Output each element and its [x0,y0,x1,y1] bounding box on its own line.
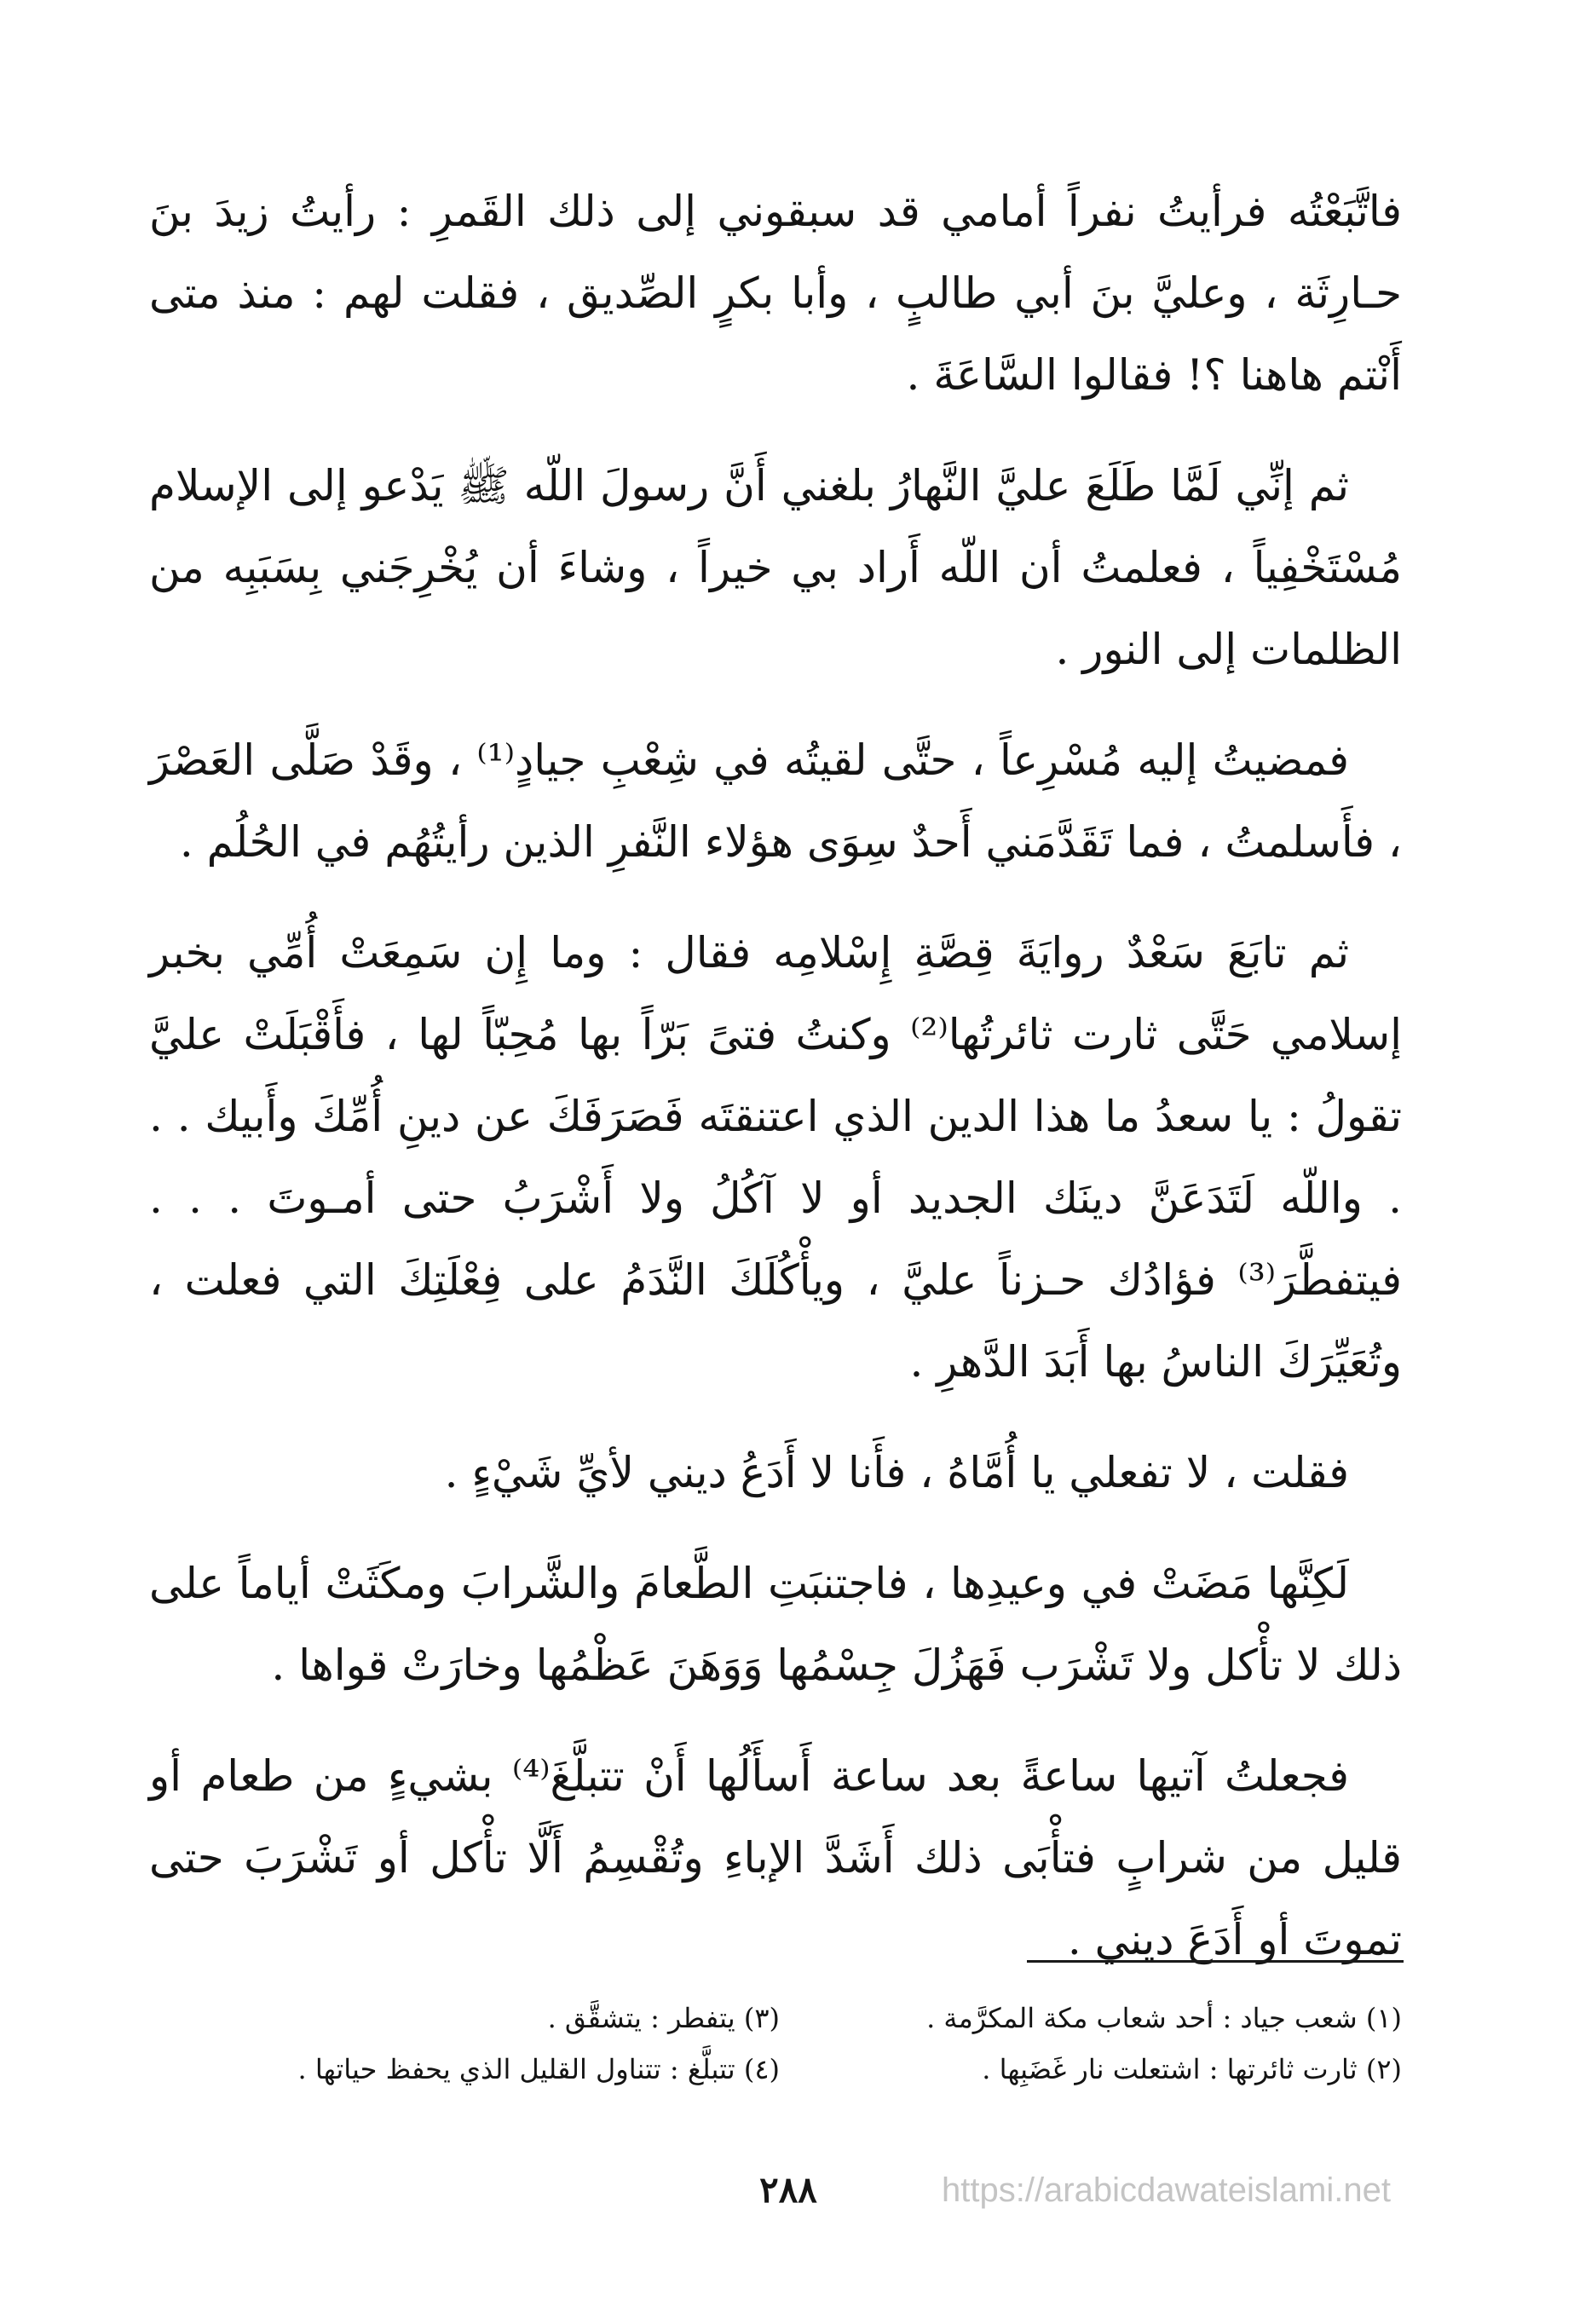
footnote-2: (٢) ثارت ثائرتها : اشتعلت نار غَضَبِها . [982,2053,1402,2085]
paragraph: فاتَّبَعْتُه فرأيتُ نفراً أمامي قد سبقوني إلى ذلك القَمرِ : رأيتُ زيدَ بنَ حـارِثَة ، وعليَّ بنَ أبي طالبٍ ، وأبا بكرٍ الصِّديق ، فقلت لهم : منذ متى أَنْتم هاهنا ؟! فقالوا السَّاعَةَ . [149,187,1402,400]
page-number: ٢٨٨ [759,2169,817,2211]
paragraph: ثم إنِّي لَمَّا طَلَعَ عليَّ النَّهارُ بلغني أَنَّ رسولَ اللّه ﷺ يَدْعو إلى الإسلام مُسْتَخْفِياً ، فعلمتُ أن اللّه أَراد بي خيراً ، وشاءَ أن يُخْرِجَني بِسَبَبِه من الظلمات إلى النور . [149,461,1402,674]
footnote-divider [1027,1960,1404,1963]
footnotes-column-right [805,1992,1402,2095]
body-text [149,170,1402,2010]
footnote-1: (١) شعب جياد : أحد شعاب مكة المكرَّمة . [926,2002,1402,2034]
paragraph: فقلت ، لا تفعلي يا أُمَّاهُ ، فأَنا لا أَدَعُ ديني لأيِّ شَيْءٍ . [444,1448,1349,1497]
paragraph: فمضيتُ إليه مُسْرِعاً ، حتَّى لقيتُه في شِعْبِ جيادٍ⁽¹⁾ ، وقَدْ صَلَّى العَصْرَ ، فأَسلمتُ ، فما تَقَدَّمَني أَحدٌ سِوَى هؤلاء النَّفرِ الذين رأيتُهُم في الحُلُم . [149,735,1402,867]
footnote-4: (٤) تتبلَّغ : تتناول القليل الذي يحفظ حياتها . [297,2053,780,2085]
paragraph: ثم تابَعَ سَعْدٌ روايَةَ قِصَّةِ إِسْلامِه فقال : وما إِن سَمِعَتْ أُمِّي بخبر إسلامي حَتَّى ثارت ثائرتُها⁽²⁾ وكنتُ فتىً بَرّاً بها مُحِبّاً لها ، فأَقْبَلَتْ عليَّ تقولُ : يا سعدُ ما هذا الدين الذي اعتنقتَه فَصَرَفَكَ عن دينِ أُمِّكَ وأَبيك . . . واللّه لَتَدَعَنَّ دينَك الجديد أو لا آكُلُ ولا أَشْرَبُ حتى أمـوتَ . . . فيتفطَّرَ⁽³⁾ فؤادُك حـزناً عليَّ ، ويأْكُلَكَ النَّدَمُ على فِعْلَتِكَ التي فعلت ، وتُعَيِّرَكَ الناسُ بها أَبَدَ الدَّهرِ . [149,928,1402,1387]
footnote-3: (٣) يتفطر : يتشقَّق . [547,2002,780,2034]
watermark-url: https://arabicdawateislami.net [942,2171,1391,2209]
paragraph: لَكِنَّها مَضَتْ في وعيدِها ، فاجتنبَتِ الطَّعامَ والشَّرابَ ومكَثَتْ أياماً على ذلك لا تأْكل ولا تَشْرَب فَهَزُلَ جِسْمُها وَوَهَنَ عَظْمُها وخارَتْ قواها . [149,1559,1402,1690]
paragraph: فجعلتُ آتيها ساعةً بعد ساعة أَسأَلُها أَنْ تتبلَّغَ⁽⁴⁾ بشيءٍ من طعام أو قليل من شرابٍ فتأْبَى ذلك أَشَدَّ الإباءِ وتُقْسِمُ أَلَّا تأْكل أو تَشْرَبَ حتى تموتَ أو أَدَعَ ديني . [149,1751,1402,1964]
footnotes-column-left [183,1992,780,2095]
